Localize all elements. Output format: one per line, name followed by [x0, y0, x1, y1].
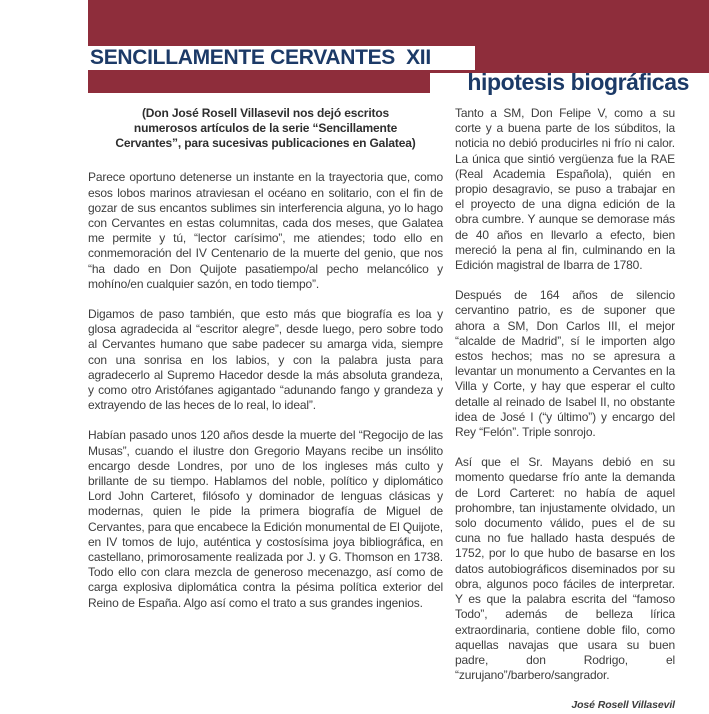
right-paragraph-1: Tanto a SM, Don Felipe V, como a su corte y a buena parte de los súbditos, la noticia no debió producirles ni frío ni calor. La única que sintió vergüenza fue la RAE (Real Academia Española), quién en propio desagravio, se puso a trabajar en el proyecto de una digna edición de la obra cumbre. Y aunque se demorase más de 40 años en llevarlo a efecto, bien mereció la pena al fin, culminando en la Edición magistral de Ibarra de 1780. — [455, 106, 675, 273]
page-subtitle: hipotesis biográficas — [467, 69, 689, 95]
right-paragraph-2: Después de 164 años de silencio cervantino patrio, es de suponer que ahora a SM, Don Carlos III, el mejor “alcalde de Madrid”, sí le importen algo estos hechos; mas no se apresura a levantar un monumento a Cervantes en la Villa y Corte, y hay que esperar el culto detalle al reinado de Isabel II, no obstante idea de José I (“y último”) y encargo del Rey “Felón”. Triple sonrojo. — [455, 288, 675, 440]
page-title: SENCILLAMENTE CERVANTES XII — [90, 46, 431, 69]
left-paragraph-3: Habían pasado unos 120 años desde la muerte del “Regocijo de las Musas”, cuando el ilustre don Gregorio Mayans recibe un insólito encargo desde Londres, por uno de los ingleses más culto y brillante de su tiempo. Hablamos del noble, político y diplomático Lord John Carteret, filósofo y dominador de lenguas clásicas y modernas, quien le pide la primera biografía de Miguel de Cervantes, para que encabece la Edición monumental de El Quijote, en IV tomos de lujo, auténtica y costosísima joya bibliográfica, en castellano, primorosamente realizada por J. y G. Thomson en 1738. Todo ello con clara mezcla de generoso mecenazgo, así como de carga explosiva diplomática contra la pésima política exterior del Reino de España. Algo así como el trato a sus grandes ingenios. — [88, 428, 443, 610]
header-red-lower-band — [88, 73, 430, 93]
left-paragraph-2: Digamos de paso también, que esto más que biografía es loa y glosa agradecida al “escritor alegre”, desde luego, pero sobre todo al Cervantes humano que sabe padecer su amarga vida, siempre con una sonrisa en los labios, y con la palabra justa para agradecerlo al Supremo Hacedor desde la más absoluta grandeza, y como otro Aristófanes agigantado “adunando fango y grandeza y extrayendo de las heces de lo real, lo ideal”. — [88, 307, 443, 413]
right-column — [455, 106, 675, 714]
left-column — [88, 106, 443, 611]
intro-note: (Don José Rosell Villasevil nos dejó escritos numerosos artículos de la serie “Sencillamente Cervantes”, para sucesivas publicaciones en Galatea) — [115, 106, 416, 150]
author-signature: José Rosell Villasevil — [571, 699, 675, 712]
left-paragraph-1: Parece oportuno detenerse un instante en la trayectoria que, como esos lobos marinos atraviesan el océano en solitario, con el fin de gozar de sus encantos sublimes sin interferencia alguna, yo lo hago con Cervantes en estas columnitas, cada dos meses, que Galatea me permite y tú, “lector carísimo”, me atiendes; todo ello en conmemoración del IV Centenario de la muerte del genio, que nos “ha dado en Don Quijote pasatiempo/al pecho melancólico y mohíno/en cualquier sazón, en todo tiempo”. — [88, 170, 443, 291]
right-paragraph-3: Así que el Sr. Mayans debió en su momento quedarse frío ante la demanda de Lord Carteret: no había de aquel prohombre, tan injustamente olvidado, un solo documento válido, pues el de su cuna no fue hallado hasta después de 1752, por lo que hubo de basarse en los datos autobiográficos diseminados por su obra, algunos poco fáciles de interpretar. Y es que la palabra escrita del “famoso Todo”, además de belleza lírica extraordinaria, contiene doble filo, como aquellas navajas que usara su buen padre, don Rodrigo, el “zurujano”/barbero/sangrador. — [455, 455, 675, 683]
